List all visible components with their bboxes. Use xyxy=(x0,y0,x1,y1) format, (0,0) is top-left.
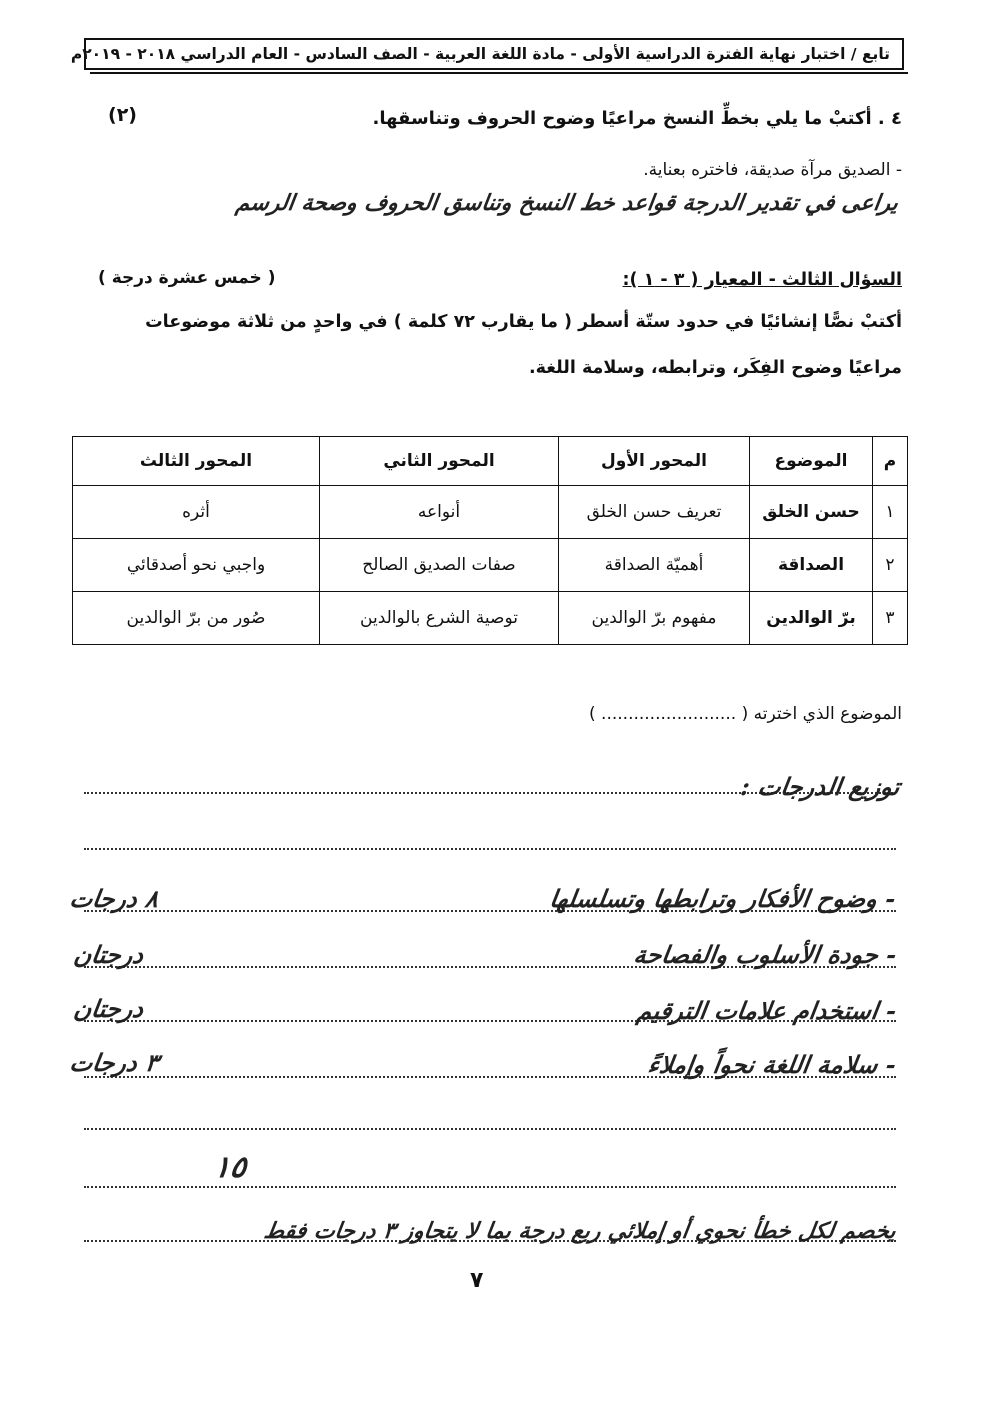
handwritten-note: يخصم لكل خطأ نحوي أو إملائي ربع درجة بما لا يتجاوز ٣ درجات فقط xyxy=(262,1218,898,1244)
handwritten-item1: - وضوح الأفكار وترابطها وتسلسلها xyxy=(548,884,899,913)
table-cell: أنواعه xyxy=(320,486,559,539)
chosen-topic-blank: ......................... ) xyxy=(589,704,737,724)
copy-sentence: - الصديق مرآة صديقة، فاختره بعناية. xyxy=(643,160,902,180)
answer-line xyxy=(84,848,896,850)
topics-table xyxy=(72,436,908,645)
table-cell: تعريف حسن الخلق xyxy=(559,486,750,539)
page-number: ٧ xyxy=(470,1268,484,1293)
header-title: تابع / اختبار نهاية الفترة الدراسية الأولى - مادة اللغة العربية - الصف السادس - العام الدراسي ٢٠١٨ - ٢٠١٩م xyxy=(70,45,890,63)
table-cell: أثره xyxy=(73,486,320,539)
table-cell: توصية الشرع بالوالدين xyxy=(320,592,559,645)
table-cell: الصداقة xyxy=(750,539,873,592)
handwritten-item3: - استخدام علامات الترقيم xyxy=(634,996,899,1025)
question3-instruction-line1: أكتبْ نصًّا إنشائيًا في حدود ستّة أسطر ( ما يقارب ٧٢ كلمة ) في واحدٍ من ثلاثة موضوعات xyxy=(145,312,902,332)
table-header-cell: المحور الأول xyxy=(559,437,750,486)
handwritten-item4-score: ٣ درجات xyxy=(67,1048,161,1077)
question3-score: ( خمس عشرة درجة ) xyxy=(98,268,276,288)
table-header-cell: الموضوع xyxy=(750,437,873,486)
table-header-cell: م xyxy=(873,437,908,486)
answer-line xyxy=(84,1186,896,1188)
table-cell: ٣ xyxy=(873,592,908,645)
handwritten-item4: - سلامة اللغة نحواً وإملاءً xyxy=(646,1050,899,1079)
question3-title: السؤال الثالث - المعيار ( ٣ - ١ ): xyxy=(622,270,902,290)
table-cell: ١ xyxy=(873,486,908,539)
table-row xyxy=(73,486,908,539)
table-header-cell: المحور الثاني xyxy=(320,437,559,486)
table-row xyxy=(73,539,908,592)
handwritten-item2-score: درجتان xyxy=(71,940,146,969)
chosen-topic-label: الموضوع الذي اخترته ( xyxy=(741,704,902,724)
table-cell: برّ الوالدين xyxy=(750,592,873,645)
table-cell: صفات الصديق الصالح xyxy=(320,539,559,592)
table-row xyxy=(73,592,908,645)
handwritten-copy-line: يراعى في تقدير الدرجة قواعد خط النسخ وتناسق الحروف وصحة الرسم xyxy=(234,190,900,216)
table-cell: صُور من برّ الوالدين xyxy=(73,592,320,645)
handwritten-item2: - جودة الأسلوب والفصاحة xyxy=(631,940,899,969)
handwritten-item1-score: ٨ درجات xyxy=(67,884,161,913)
table-cell: واجبي نحو أصدقائي xyxy=(73,539,320,592)
chosen-topic-line xyxy=(589,704,902,724)
table-cell: حسن الخلق xyxy=(750,486,873,539)
table-cell: أهميّة الصداقة xyxy=(559,539,750,592)
answer-line xyxy=(84,1128,896,1130)
handwritten-item3-score: درجتان xyxy=(71,994,146,1023)
handwritten-distribution-title: توزيع الدرجات : xyxy=(739,772,903,801)
page-header xyxy=(70,38,904,70)
table-header-cell: المحور الثالث xyxy=(73,437,320,486)
question4-score: (٢) xyxy=(108,104,137,126)
table-cell: مفهوم برّ الوالدين xyxy=(559,592,750,645)
table-cell: ٢ xyxy=(873,539,908,592)
question4-instruction: ٤ . أكتبْ ما يلي بخطِّ النسخ مراعيًا وضوح الحروف وتناسقها. xyxy=(372,108,902,129)
handwritten-total: ١٥ xyxy=(211,1150,249,1185)
table-header-row xyxy=(73,437,908,486)
question3-instruction-line2: مراعيًا وضوح الفِكَر، وترابطه، وسلامة اللغة. xyxy=(529,358,902,378)
